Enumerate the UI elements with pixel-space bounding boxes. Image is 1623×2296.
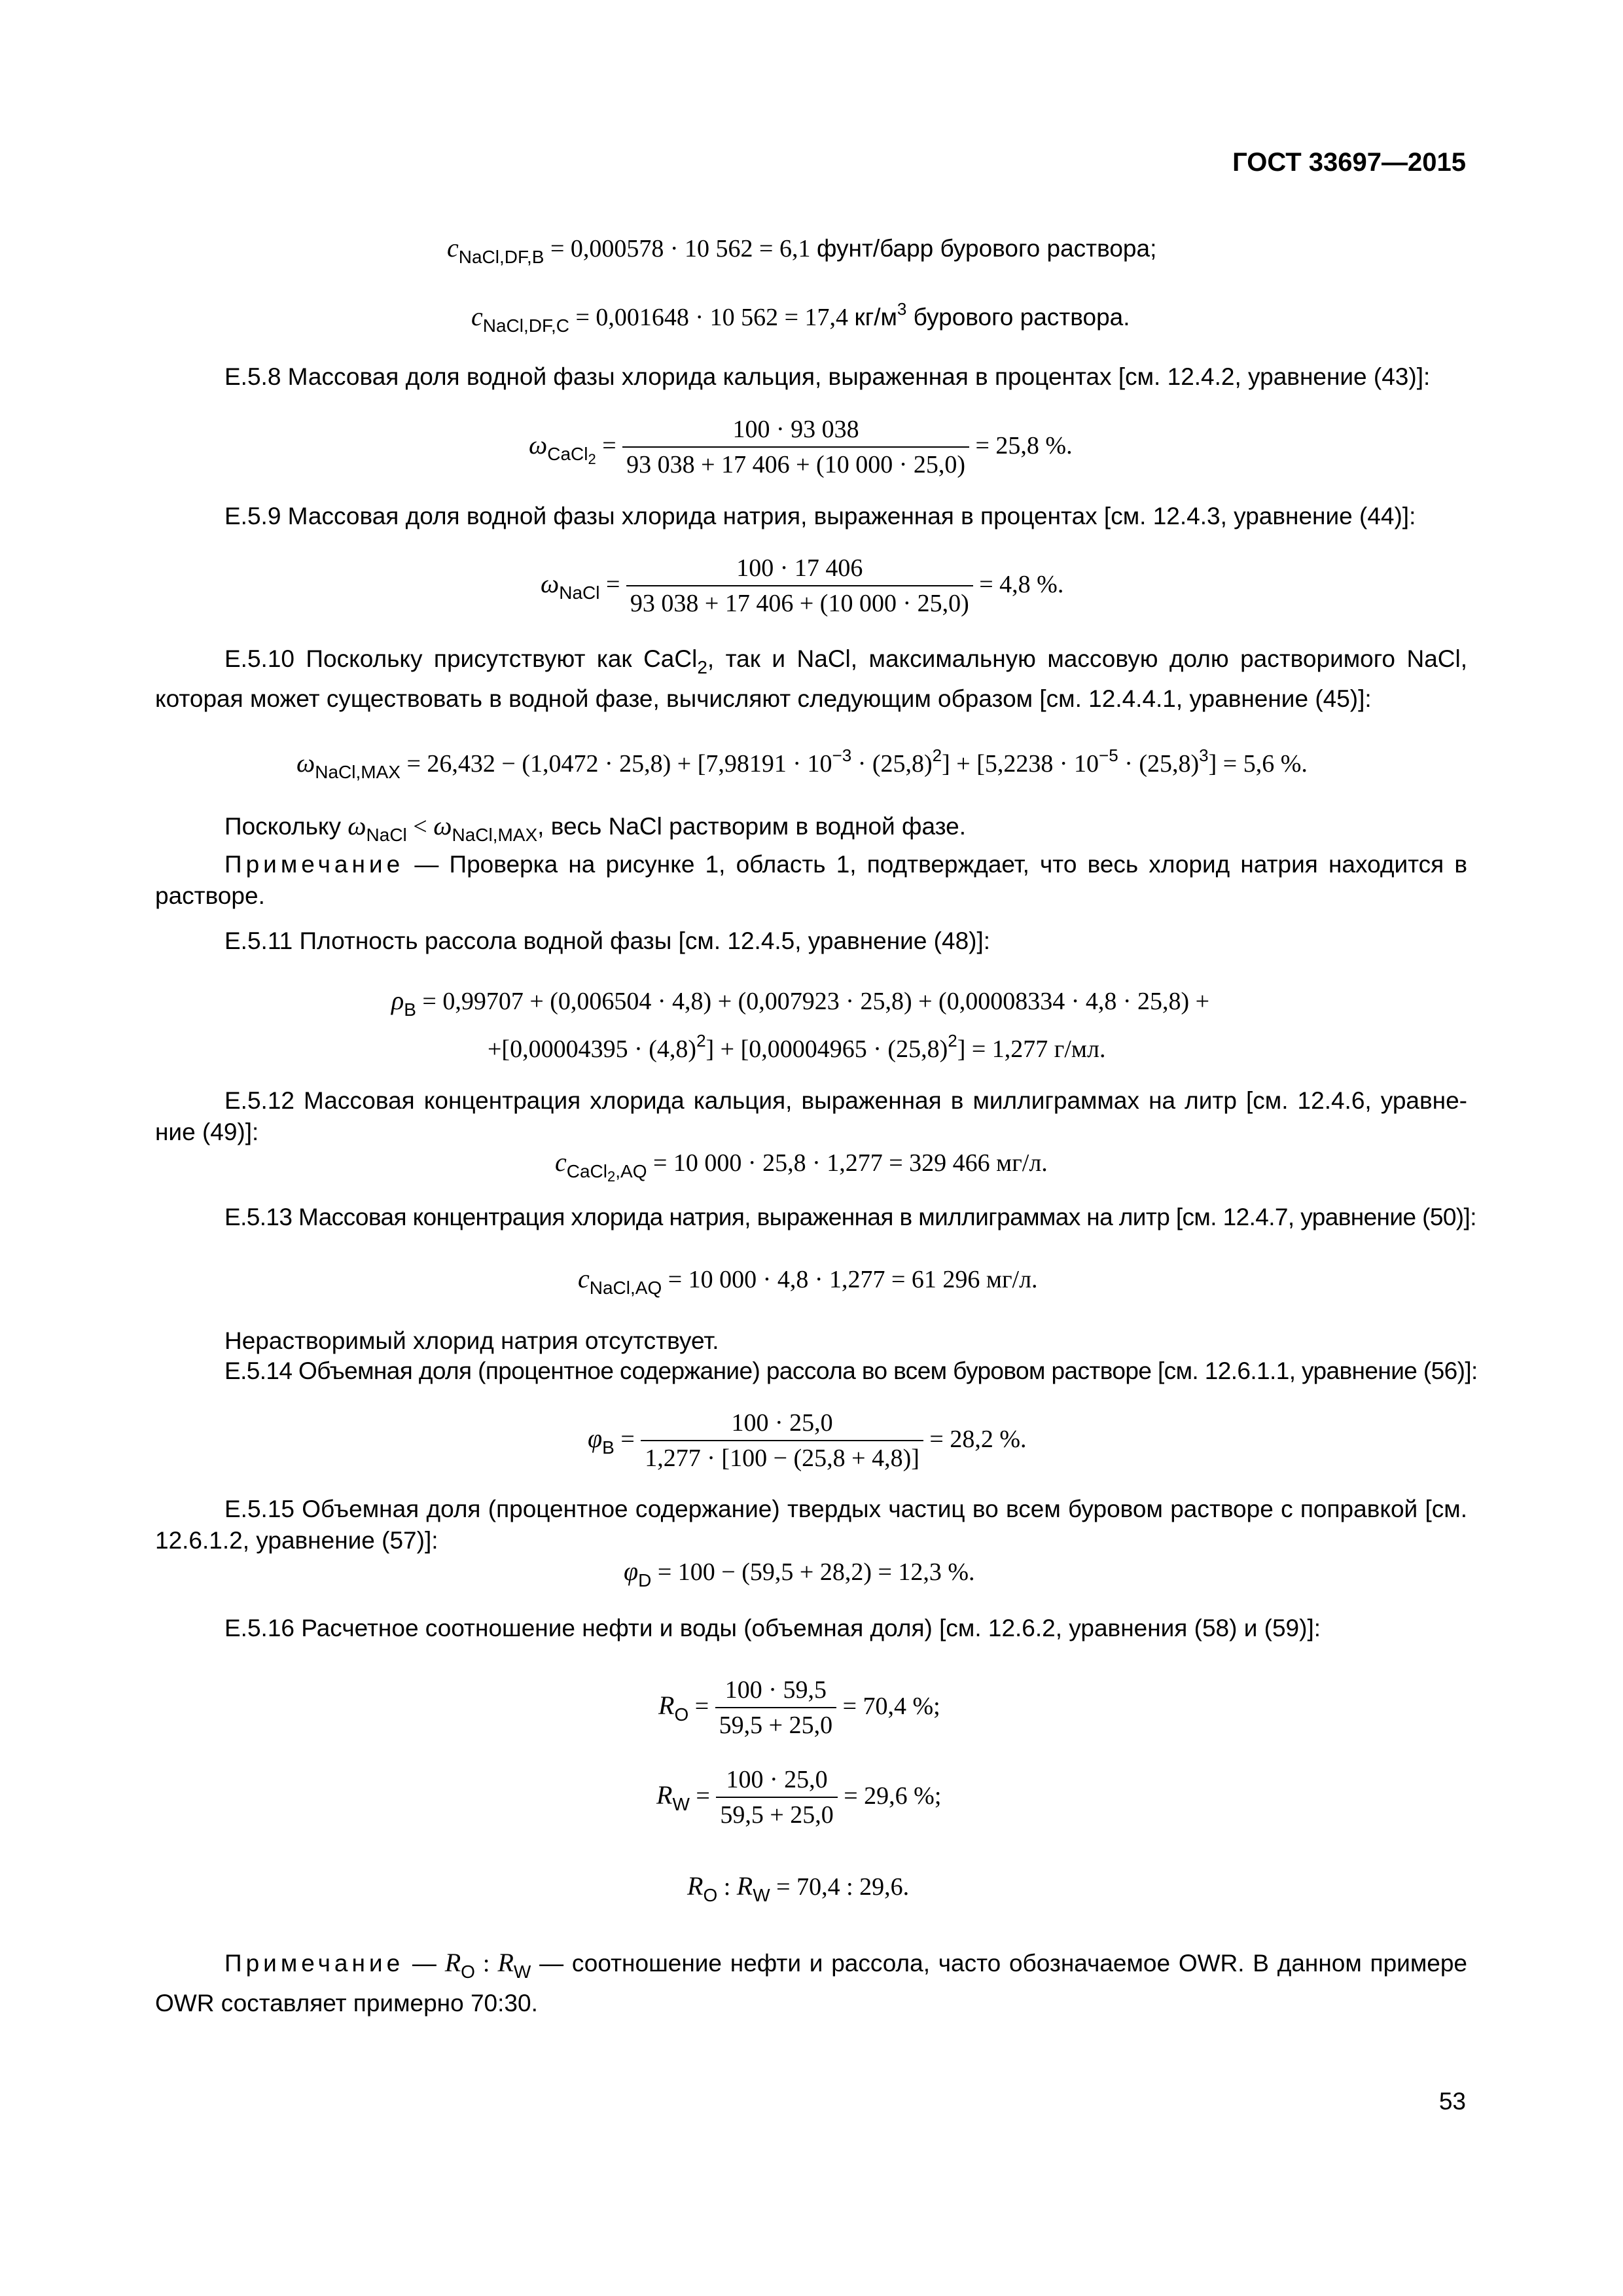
equation-omega-nacl-max: $\omega_{NaCl,MAX} = 26,432 - (1,0472 \cdot 25,8) + [7,98191 \cdot 10^{-3} \cdot (25,8)^2] + [5,2238 \cdot 10^{-5} \cdot (25,8)^3] = 5,6$ %. xyxy=(296,745,1308,782)
section-e515: Е.5.15 Объемная доля (процентное содержание) твердых частиц во всем буровом растворе с поправкой [см. 12.6.1.2, уравнение (57)]: xyxy=(155,1496,1467,1554)
document-header: ГОСТ 33697—2015 xyxy=(1232,148,1466,177)
equation-c-nacl-aq: $c_{NaCl,AQ} = 10$ 000 · 4,8 · 1,277 = 61 296 мг/л. xyxy=(578,1264,1038,1298)
equation-c-nacl-df-b: $c_{NaCl,DF,B} = 0,000578 \cdot 10$ 562 = 6,1 фунт/барр бурового раствора; xyxy=(447,233,1157,267)
section-e511: Е.5.11 Плотность рассола водной фазы [см. 12.4.5, уравнение (48)]: xyxy=(224,927,991,954)
equation-omega-cacl2: $\omega_{CaCl2}$ = $\frac{100 \cdot 93 038}{93 038 + 17 406 + (10 000 \cdot 25,0)}$ = 25,8 %. xyxy=(529,416,1073,478)
equation-r-w: $R_W$ = $\frac{100 \cdot 25,0}{59,5 + 25,0}$ = 29,6 %; xyxy=(656,1766,942,1829)
fraction: $\frac{100 \cdot 17 406}{93 038 + 17 406 + (10 000 \cdot 25,0)}$ xyxy=(626,554,973,618)
section-e516: Е.5.16 Расчетное соотношение нефти и воды (объемная доля) [см. 12.6.2, уравнения (58) и (59)]: xyxy=(224,1615,1321,1641)
equation-rho-b-line1: $\rho_B = 0,99707 + (0,006504 \cdot 4,8) + (0,007923 \cdot 25,8) + (0,00008334 \cdot 4,8 \cdot 25,8)$ + xyxy=(391,986,1210,1020)
equation-omega-nacl: $\omega_{NaCl}$ = $\frac{100 \cdot 17 406}{93 038 + 17 406 + (10 000 \cdot 25,0)}$ = 4,8 %. xyxy=(541,554,1064,617)
note-1: Примечание — Проверка на рисунке 1, область 1, подтверждает, что весь хлорид натрия находится в растворе. xyxy=(155,851,1467,909)
section-e510: Е.5.10 Поскольку присутствуют как CaCl$_2$, так и NaCl, максимальную массовую долю растворимого NaCl, которая может существовать в водной фазе, вычисляют следующим образом [см. 12.4.4.1, уравнение (45)]: xyxy=(155,645,1467,712)
fraction: $\frac{100 \cdot 93 038}{93 038 + 17 406 + (10 000 \cdot 25,0)}$ xyxy=(622,415,969,479)
section-e59: Е.5.9 Массовая доля водной фазы хлорида натрия, выраженная в процентах [см. 12.4.3, уравнение (44)]: xyxy=(224,503,1416,529)
equation-phi-b: $\varphi_B$ = $\frac{100 \cdot 25,0}{1,277 \cdot [100 - (25,8 + 4,8)]}$ = 28,2 %. xyxy=(588,1409,1027,1472)
text-since-comparison: Поскольку $\omega_{NaCl} < \omega_{NaCl,MAX}$, весь NaCl растворим в водной фазе. xyxy=(224,811,967,845)
equation-c-nacl-df-c: $c_{NaCl,DF,C} = 0,001648 \cdot 10$ 562 = 17,4 $кг/м^3$ бурового раствора. xyxy=(471,299,1130,336)
section-e58: Е.5.8 Массовая доля водной фазы хлорида кальция, выраженная в процентах [см. 12.4.2, уравнение (43)]: xyxy=(224,363,1431,390)
equation-rho-b-line2: $+[0,00004395 \cdot (4,8)^2] + [0,00004965 \cdot (25,8)^2] = 1,277$ г/мл. xyxy=(488,1031,1106,1063)
fraction: $\frac{100 \cdot 25,0}{59,5 + 25,0}$ xyxy=(716,1765,837,1829)
text-insoluble: Нерастворимый хлорид натрия отсутствует. xyxy=(224,1327,719,1354)
fraction: $\frac{100 \cdot 25,0}{1,277 \cdot [100 - (25,8 + 4,8)]}$ xyxy=(641,1408,923,1473)
equation-phi-d: $\varphi_D = 100 - (59,5 + 28,2) = 12,3$ %. xyxy=(624,1556,975,1590)
fraction: $\frac{100 \cdot 59,5}{59,5 + 25,0}$ xyxy=(715,1676,836,1740)
section-e512: Е.5.12 Массовая концентрация хлорида кальция, выраженная в миллиграммах на литр [см. 12.4.6, уравне- ние (49)]: xyxy=(155,1087,1467,1145)
section-e514: Е.5.14 Объемная доля (процентное содержание) рассола во всем буровом растворе [см. 12.6.1.1, уравнение (56)]: xyxy=(224,1357,1478,1384)
note-2: Примечание — $R_O$ : $R_W$ — соотношение нефти и рассола, часто обозначаемое OWR. В данном примере OWR составляет примерно 70:30. xyxy=(155,1948,1468,2017)
page-number: 53 xyxy=(1438,2088,1466,2115)
equation-c-cacl2-aq: $c_{CaCl2,AQ} = 10$ 000 · 25,8 · 1,277 = 329 466 мг/л. xyxy=(555,1147,1048,1185)
section-e513: Е.5.13 Массовая концентрация хлорида натрия, выраженная в миллиграммах на литр [см. 12.4.7, уравнение (50)]: xyxy=(224,1204,1476,1230)
equation-ratio: $R_O$ : $R_W = 70,4$ : 29,6. xyxy=(687,1871,910,1905)
equation-r-o: $R_O$ = $\frac{100 \cdot 59,5}{59,5 + 25,0}$ = 70,4 %; xyxy=(658,1676,940,1739)
